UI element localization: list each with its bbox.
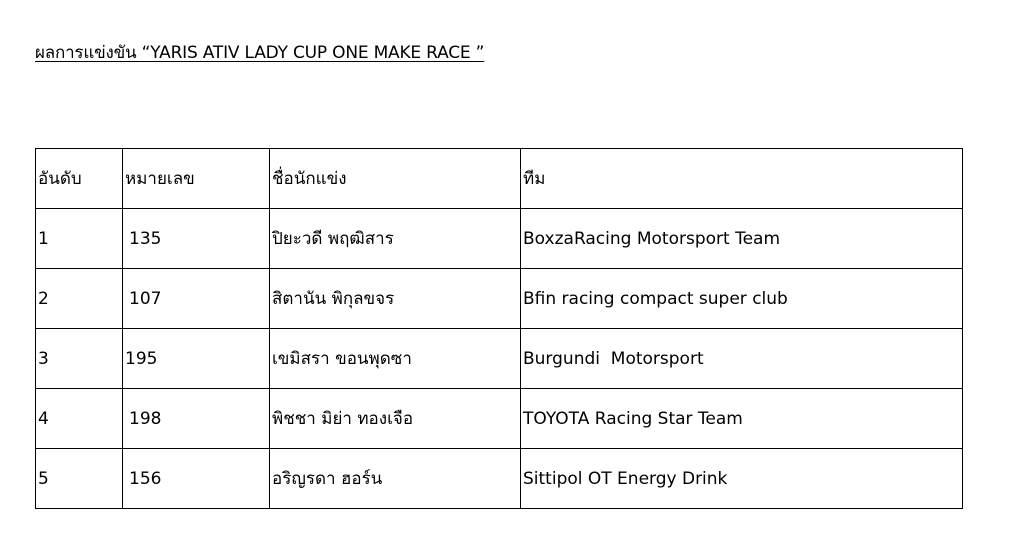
rank-cell: 5 — [36, 449, 123, 509]
number-cell: 156 — [123, 449, 270, 509]
driver-cell: สิตานัน พิกุลขจร — [270, 269, 521, 329]
number-cell: 107 — [123, 269, 270, 329]
header-driver: ชื่อนักแข่ง — [270, 149, 521, 209]
number-cell: 135 — [123, 209, 270, 269]
rank-cell: 4 — [36, 389, 123, 449]
table-header-row — [36, 149, 963, 209]
table-row — [36, 389, 963, 449]
team-cell: Sittipol OT Energy Drink — [521, 449, 963, 509]
team-cell: BoxzaRacing Motorsport Team — [521, 209, 963, 269]
team-cell: TOYOTA Racing Star Team — [521, 389, 963, 449]
rank-cell: 1 — [36, 209, 123, 269]
header-team: ทีม — [521, 149, 963, 209]
rank-cell: 2 — [36, 269, 123, 329]
driver-cell: ปิยะวดี พฤฒิสาร — [270, 209, 521, 269]
table-row — [36, 449, 963, 509]
rank-cell: 3 — [36, 329, 123, 389]
driver-cell: อริญรดา ฮอร์น — [270, 449, 521, 509]
header-rank: อันดับ — [36, 149, 123, 209]
table-row — [36, 329, 963, 389]
table-row — [36, 269, 963, 329]
number-cell: 198 — [123, 389, 270, 449]
driver-cell: พิชชา มิย่า ทองเจือ — [270, 389, 521, 449]
race-results-table — [35, 148, 963, 509]
document-title: ผลการแข่งขัน “YARIS ATIV LADY CUP ONE MAKE RACE ” — [35, 43, 485, 63]
team-cell: Burgundi Motorsport — [521, 329, 963, 389]
header-number: หมายเลข — [123, 149, 270, 209]
table-row — [36, 209, 963, 269]
team-cell: Bfin racing compact super club — [521, 269, 963, 329]
driver-cell: เขมิสรา ขอนพุดซา — [270, 329, 521, 389]
number-cell: 195 — [123, 329, 270, 389]
